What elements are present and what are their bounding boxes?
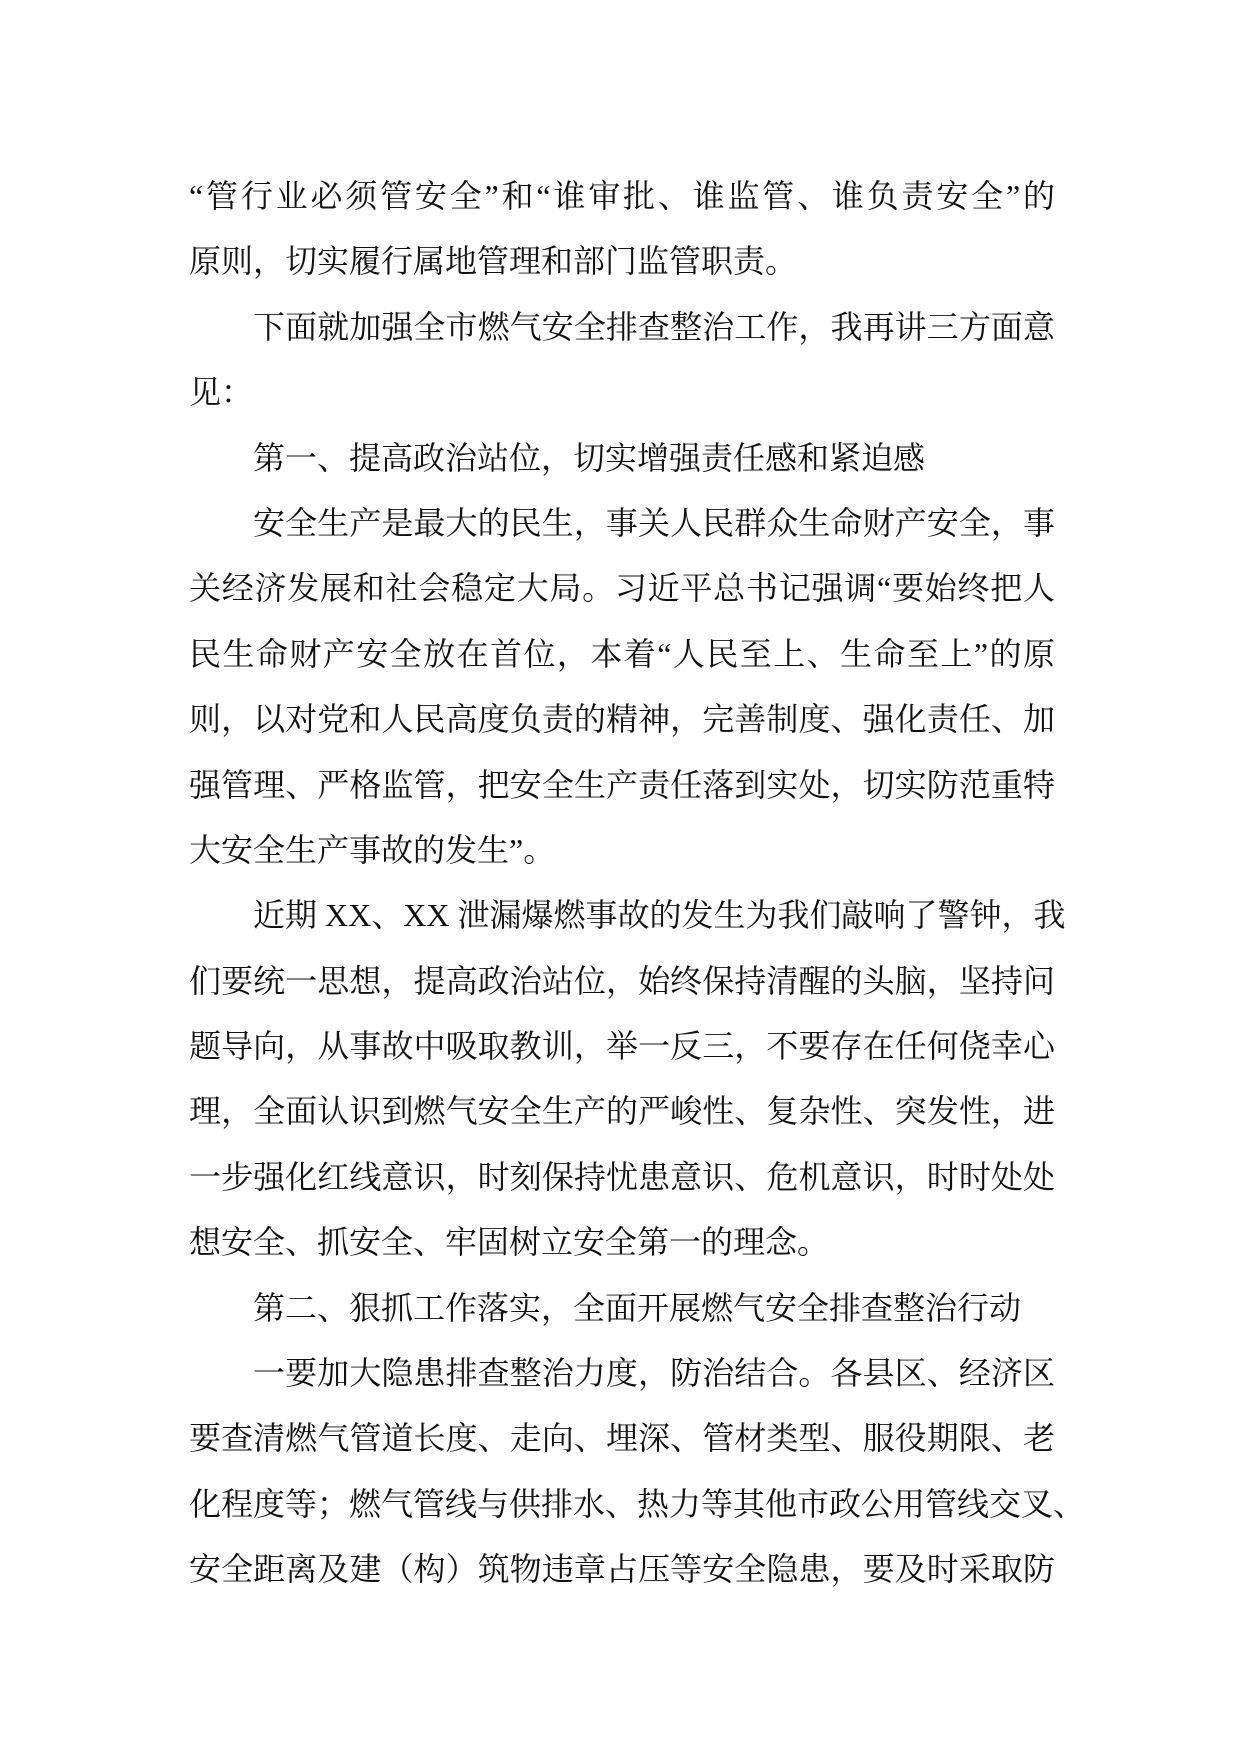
text-line: 题导向，从事故中吸取教训，举一反三，不要存在任何侥幸心: [189, 1028, 1055, 1065]
text-line: 关经济发展和社会稳定大局。习近平总书记强调“要始终把人: [189, 570, 1055, 607]
text-line: “管行业必须管安全”和“谁审批、谁监管、谁负责安全”的: [189, 178, 1055, 214]
text-line: 理，全面认识到燃气安全生产的严峻性、复杂性、突发性，进: [189, 1093, 1055, 1130]
document-body: [189, 164, 1086, 1603]
text-line: 下面就加强全市燃气安全排查整治工作，我再讲三方面意: [253, 308, 1055, 345]
text-line: 则，以对党和人民高度负责的精神，完善制度、强化责任、加: [189, 701, 1055, 738]
text-line: 民生命财产安全放在首位，本着“人民至上、生命至上”的原: [189, 635, 1055, 672]
text-line: 大安全生产事故的发生”。: [189, 831, 556, 868]
paragraph: [189, 164, 1055, 295]
text-line: 见：: [189, 374, 254, 411]
text-line: 化程度等；燃气管线与供排水、热力等其他市政公用管线交叉、: [189, 1485, 1086, 1522]
paragraph: [189, 295, 1055, 426]
paragraph: [189, 1341, 1086, 1603]
text-line: 强管理、严格监管，把安全生产责任落到实处，切实防范重特: [189, 766, 1055, 803]
text-line: 想安全、抓安全、牢固树立安全第一的理念。: [189, 1224, 830, 1261]
text-line: 一要加大隐患排查整治力度，防治结合。各县区、经济区: [253, 1355, 1055, 1392]
paragraph: [189, 883, 1066, 1275]
text-line: 们要统一思想，提高政治站位，始终保持清醒的头脑，坚持问: [189, 962, 1055, 999]
section-heading: [189, 1276, 1055, 1341]
text-line: 近期 XX、XX 泄漏爆燃事故的发生为我们敲响了警钟，我: [253, 897, 1066, 934]
text-line: 一步强化红线意识，时刻保持忧患意识、危机意识，时时处处: [189, 1158, 1055, 1195]
text-line: 安全生产是最大的民生，事关人民群众生命财产安全，事: [253, 504, 1055, 541]
text-line: 第一、提高政治站位，切实增强责任感和紧迫感: [253, 439, 926, 476]
text-line: 第二、狠抓工作落实，全面开展燃气安全排查整治行动: [253, 1289, 1022, 1326]
text-line: 要查清燃气管道长度、走向、埋深、管材类型、服役期限、老: [189, 1420, 1055, 1457]
text-line: 原则，切实履行属地管理和部门监管职责。: [189, 243, 798, 280]
text-line: 安全距离及建（构）筑物违章占压等安全隐患，要及时采取防: [189, 1551, 1055, 1588]
section-heading: [189, 426, 1055, 491]
paragraph: [189, 491, 1055, 883]
